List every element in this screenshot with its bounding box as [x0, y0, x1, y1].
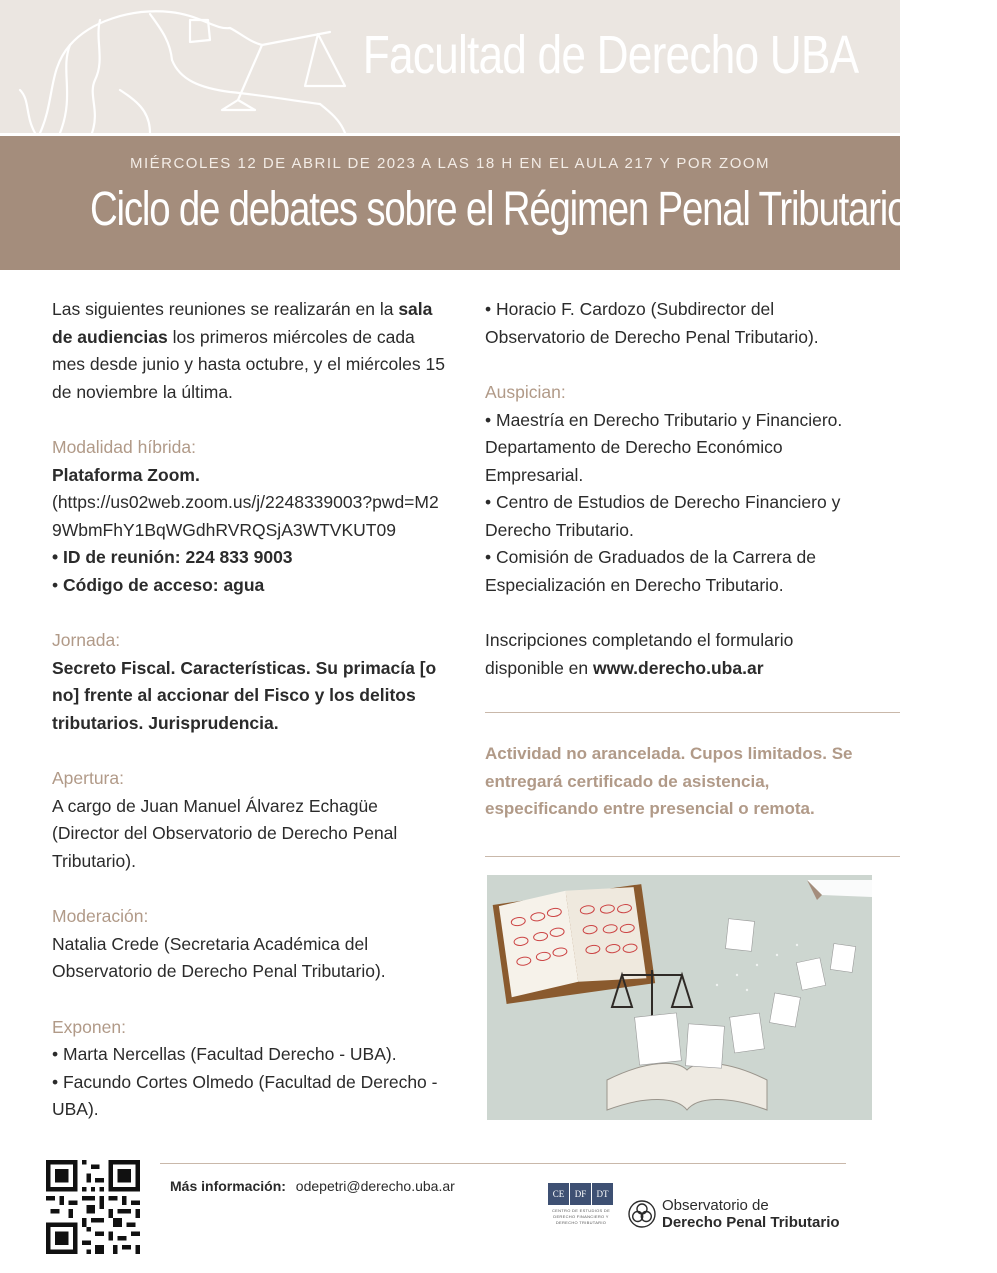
- auspician-heading: Auspician:: [485, 382, 566, 402]
- right-column: [485, 296, 865, 682]
- modalidad-heading: Modalidad híbrida:: [52, 437, 196, 457]
- jornada-heading: Jornada:: [52, 630, 121, 650]
- intro-text-2: los primeros miércoles de cada mes desde junio y hasta octubre, y el miércoles 15 de noviembre la última.: [52, 326, 445, 402]
- speaker-item: • Horacio F. Cardozo (Subdirector del Observatorio de Derecho Penal Tributario).: [485, 299, 819, 347]
- speaker-item: • Facundo Cortes Olmedo (Facultad de Derecho - UBA).: [52, 1071, 438, 1119]
- cedf-box: DF: [570, 1183, 591, 1205]
- activity-notice: Actividad no arancelada. Cupos limitados. Se entregará certificado de asistencia, especificando entre presencial o remota.: [485, 744, 853, 818]
- intro-bold: sala de audiencias: [52, 299, 433, 347]
- sponsor-item: • Centro de Estudios de Derecho Financiero y Derecho Tributario.: [485, 492, 841, 540]
- registration-paragraph: [485, 627, 865, 682]
- contact-email[interactable]: odepetri@derecho.uba.ar: [295, 1178, 455, 1194]
- apertura-text: A cargo de Juan Manuel Álvarez Echagüe (Director del Observatorio de Derecho Penal Tributario).: [52, 795, 398, 871]
- moderacion-text: Natalia Crede (Secretaria Académica del Observatorio de Derecho Penal Tributario).: [52, 933, 386, 981]
- cedf-box: DT: [592, 1183, 613, 1205]
- observatorio-logo-icon: [627, 1199, 657, 1229]
- title-band: [0, 136, 997, 270]
- access-code: Código de acceso: agua: [63, 574, 265, 595]
- zoom-url-2[interactable]: 9WbmFhY1BqWGdhRVRQSjA3WTVKUT09: [52, 519, 396, 540]
- intro-paragraph: [52, 296, 447, 406]
- observatorio-name: [662, 1197, 840, 1231]
- books-scales-illustration: [487, 875, 872, 1120]
- registration-link[interactable]: www.derecho.uba.ar: [593, 657, 764, 678]
- intro-text-1: Las siguientes reuniones se realizarán en la: [52, 299, 399, 319]
- zoom-platform: Plataforma Zoom.: [52, 464, 200, 485]
- books-scales-illustration-icon: [487, 875, 872, 1120]
- cedf-box: CE: [548, 1183, 569, 1205]
- observatorio-line1: Observatorio de: [662, 1197, 769, 1214]
- qr-code-icon[interactable]: [46, 1160, 140, 1254]
- more-info-label: Más información:: [170, 1178, 286, 1194]
- footer-divider: [160, 1163, 846, 1164]
- speaker-item: • Marta Nercellas (Facultad Derecho - UBA).: [52, 1044, 397, 1064]
- divider: [485, 856, 900, 857]
- more-info: [170, 1178, 455, 1194]
- event-title: Ciclo de debates sobre el Régimen Penal Tributario 2023: [90, 183, 997, 236]
- observatorio-line2: Derecho Penal Tributario: [662, 1214, 840, 1231]
- cedf-logo: [548, 1183, 614, 1245]
- faculty-title: Facultad de Derecho UBA: [362, 25, 858, 85]
- divider: [485, 712, 900, 713]
- top-banner: [0, 0, 900, 133]
- apertura-heading: Apertura:: [52, 768, 124, 788]
- zoom-url-1[interactable]: (https://us02web.zoom.us/j/2248339003?pwd=M2: [52, 492, 439, 512]
- sponsor-item: • Comisión de Graduados de la Carrera de Especialización en Derecho Tributario.: [485, 547, 817, 595]
- moderacion-heading: Moderación:: [52, 906, 149, 926]
- meeting-id: • ID de reunión: 224 833 9003: [52, 547, 293, 567]
- access-code-row: • Código de acceso: agua: [52, 574, 265, 595]
- cedf-caption: CENTRO DE ESTUDIOS DE DERECHO FINANCIERO Y DERECHO TRIBUTARIO: [551, 1208, 611, 1225]
- event-date-line: MIÉRCOLES 12 DE ABRIL DE 2023 A LAS 18 H EN EL AULA 217 Y POR ZOOM: [129, 155, 771, 172]
- registration-text: Inscripciones completando el formulario disponible en: [485, 630, 794, 678]
- left-column: [52, 296, 447, 1124]
- exponen-heading: Exponen:: [52, 1016, 126, 1037]
- jornada-text: Secreto Fiscal. Características. Su primacía [o no] frente al accionar del Fisco y los delitos tributarios. Jurisprudencia.: [52, 657, 437, 733]
- sponsor-item: • Maestría en Derecho Tributario y Financiero. Departamento de Derecho Económico Empresarial.: [485, 409, 843, 485]
